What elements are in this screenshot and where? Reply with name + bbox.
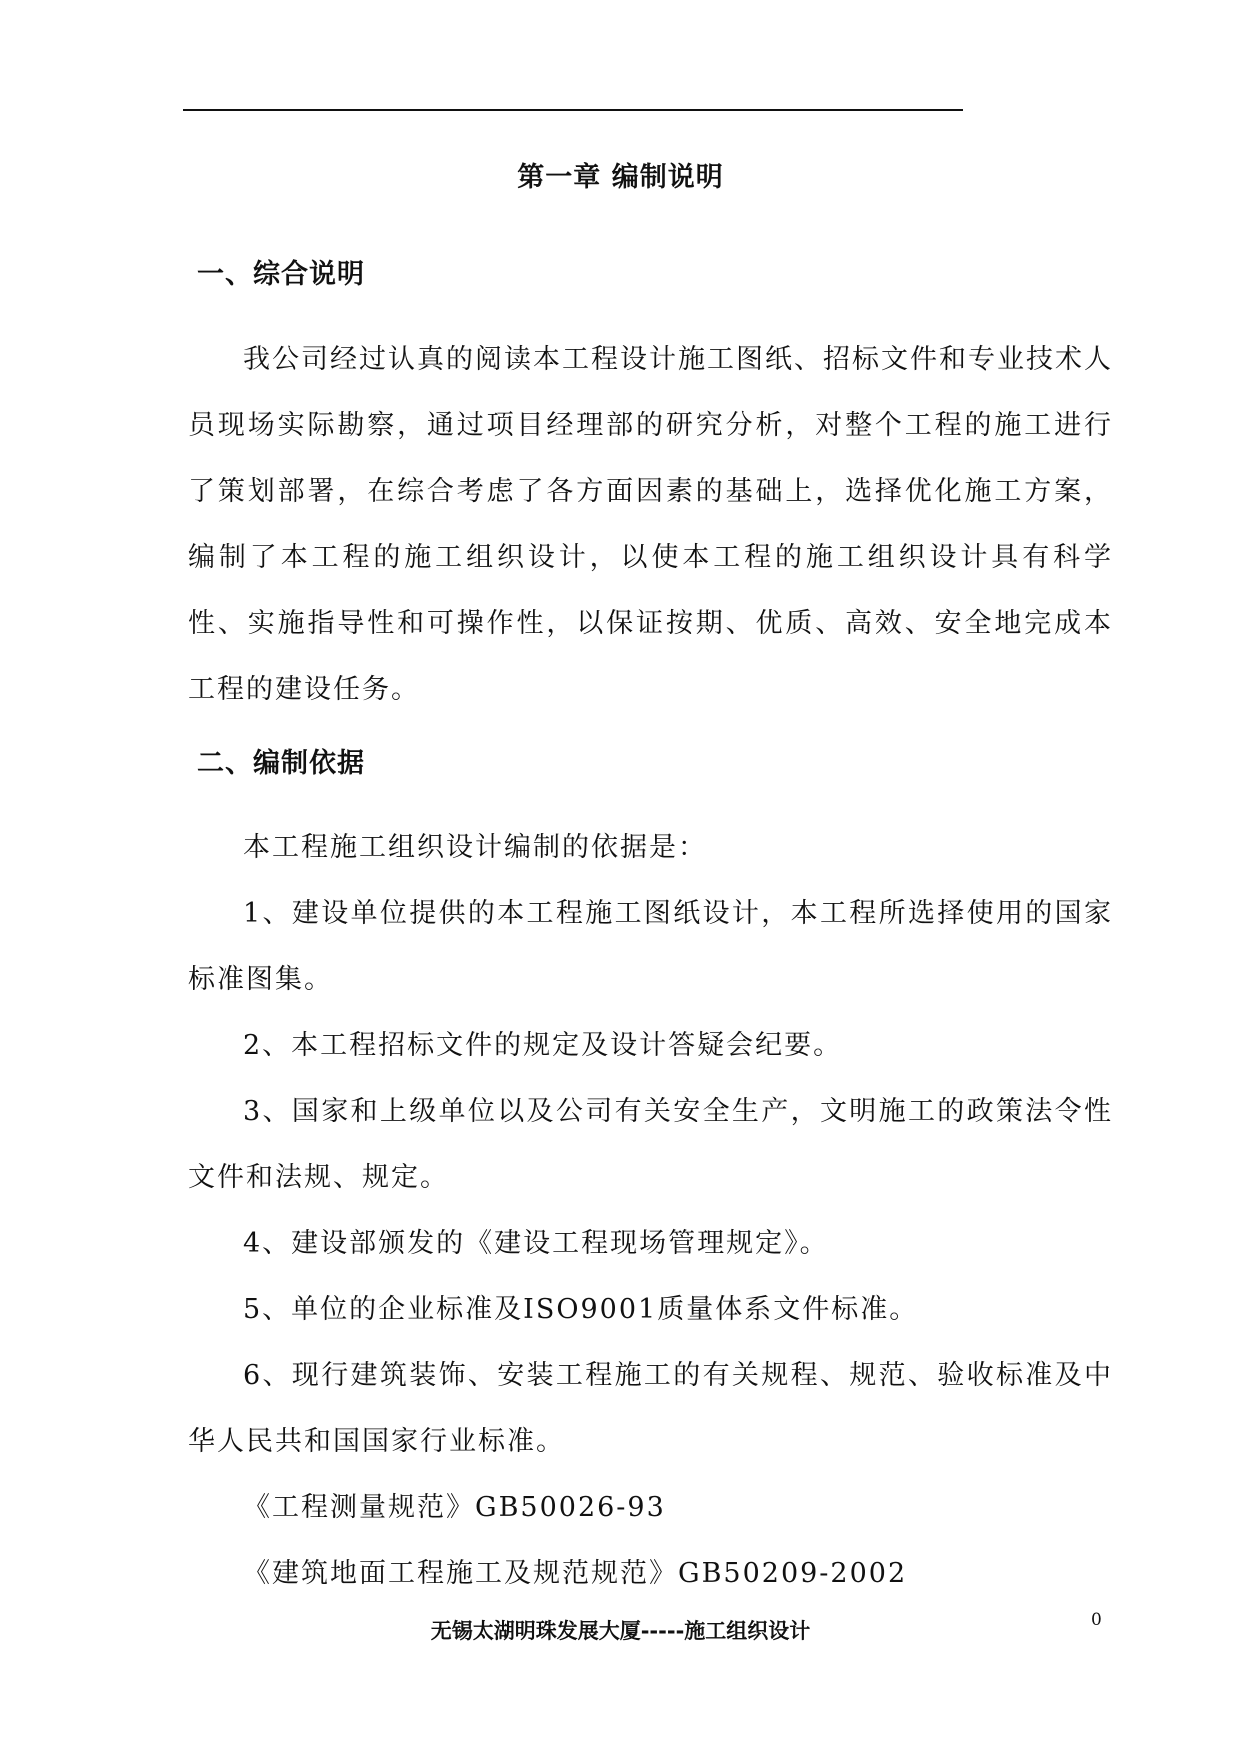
- paragraph-basis-intro: 本工程施工组织设计编制的依据是：: [243, 832, 707, 863]
- standard-item-1: 《工程测量规范》GB50026-93: [243, 1492, 666, 1523]
- chapter-title: 第一章 编制说明: [517, 162, 724, 193]
- section-body-overview: [188, 327, 1113, 723]
- footer-title: 无锡太湖明珠发展大厦-----施工组织设计: [430, 1619, 811, 1643]
- page-number: 0: [1091, 1610, 1102, 1630]
- basis-item-6: 6、现行建筑装饰、安装工程施工的有关规程、规范、验收标准及中华人民共和国国家行业标准。: [188, 1360, 1113, 1457]
- basis-item-3: 3、国家和上级单位以及公司有关安全生产，文明施工的政策法令性文件和法规、规定。: [188, 1096, 1113, 1193]
- standard-item-2: 《建筑地面工程施工及规范规范》GB50209-2002: [243, 1558, 908, 1589]
- section-heading-basis: 二、编制依据: [197, 748, 365, 779]
- header-rule: [183, 109, 963, 111]
- basis-item-5: 5、单位的企业标准及ISO9001质量体系文件标准。: [243, 1294, 919, 1325]
- paragraph-overview: 我公司经过认真的阅读本工程设计施工图纸、招标文件和专业技术人员现场实际勘察，通过项目经理部的研究分析，对整个工程的施工进行了策划部署，在综合考虑了各方面因素的基础上，选择优化施工方案，编制了本工程的施工组织设计，以使本工程的施工组织设计具有科学性、实施指导性和可操作性，以保证按期、优质、高效、安全地完成本工程的建设任务。: [188, 344, 1113, 705]
- section-heading-overview: 一、综合说明: [197, 259, 365, 290]
- basis-item-4: 4、建设部颁发的《建设工程现场管理规定》。: [243, 1228, 829, 1259]
- basis-item-1: 1、建设单位提供的本工程施工图纸设计，本工程所选择使用的国家标准图集。: [188, 898, 1113, 995]
- section-body-basis: [188, 815, 1113, 1607]
- basis-item-2: 2、本工程招标文件的规定及设计答疑会纪要。: [243, 1030, 843, 1061]
